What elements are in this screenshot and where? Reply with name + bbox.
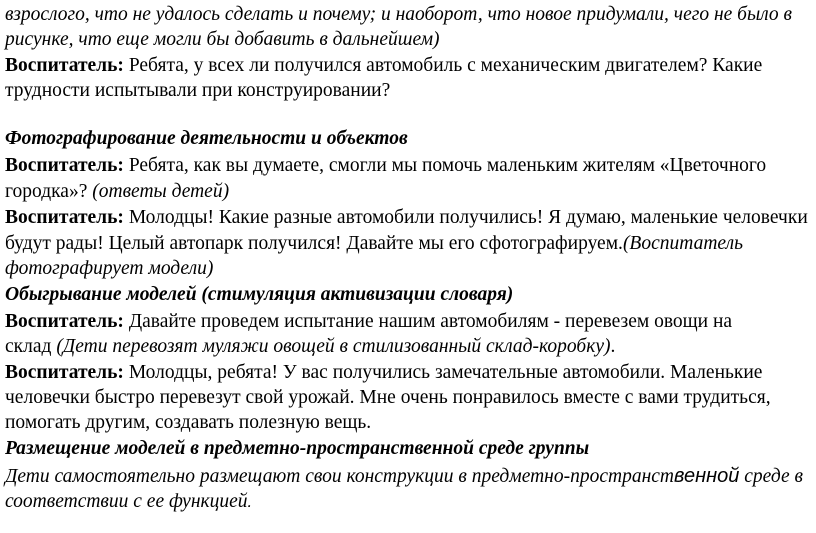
text: среде в [739, 466, 803, 487]
text: Ребята, как вы думаете, смогли мы помочь маленьким жителям «Цветочного [123, 155, 767, 176]
speaker-label: Воспитатель: [5, 55, 124, 76]
paragraph-line [5, 156, 766, 176]
section-heading [5, 439, 589, 459]
speaker-label: Воспитатель: [5, 362, 124, 383]
text: помогать другим, создавать полезную вещь. [5, 412, 372, 433]
section-heading [5, 285, 513, 305]
paragraph-line [5, 413, 371, 433]
paragraph-line [5, 56, 762, 76]
text: венной [674, 465, 740, 487]
paragraph-line [5, 492, 252, 512]
remark: (Воспитатель [622, 233, 743, 254]
heading-text: Размещение моделей в предметно-пространственной среде группы [5, 438, 590, 459]
text: Молодцы, ребята! У вас получились замечательные автомобили. Маленькие [123, 362, 763, 383]
text: соответствии с ее функцией [5, 491, 248, 512]
heading-text: Фотографирование деятельности и объектов [5, 128, 408, 149]
remark: (ответы детей) [92, 181, 230, 202]
paragraph-line [5, 234, 743, 254]
text: человечки быстро перевезут свой урожай. Мне очень понравилось вместе с вами трудиться, [5, 387, 771, 408]
paragraph-line [5, 5, 792, 25]
paragraph-line [5, 466, 803, 487]
text: Дети самостоятельно размещают свои конструкции в предметно-пространст [5, 466, 674, 487]
text: склад [5, 336, 57, 357]
paragraph-line [5, 208, 808, 228]
heading-text: Обыгрывание моделей (стимуляция активизации словаря) [5, 284, 514, 305]
paragraph-line [5, 312, 732, 332]
speaker-label: Воспитатель: [5, 155, 124, 176]
text: взрослого, что не удалось сделать и почему; и наоборот, что новое придумали, чего не было в [5, 4, 792, 25]
paragraph-line [5, 337, 615, 357]
paragraph-line [5, 259, 213, 279]
text: рисунке, что еще могли бы добавить в дальнейшем) [5, 29, 440, 50]
paragraph-line [5, 81, 390, 101]
text: . [247, 492, 253, 511]
text: Ребята, у всех ли получился автомобиль с механическим двигателем? Какие [123, 55, 763, 76]
section-heading [5, 129, 408, 149]
paragraph-line [5, 388, 771, 408]
speaker-label: Воспитатель: [5, 207, 124, 228]
text: Давайте проведем испытание нашим автомобилям - перевезем овощи на [123, 311, 733, 332]
paragraph-line [5, 363, 762, 383]
paragraph-line [5, 182, 229, 202]
text: будут рады! Целый автопарк получился! Давайте мы его сфотографируем. [5, 233, 623, 254]
text: Молодцы! Какие разные автомобили получились! Я думаю, маленькие человечки [123, 207, 808, 228]
remark: фотографирует модели) [5, 258, 214, 279]
text: трудности испытывали при конструировании? [5, 80, 391, 101]
text: городка»? [5, 181, 93, 202]
text: . [610, 336, 616, 357]
remark: (Дети перевозят муляжи овощей в стилизованный склад-коробку) [56, 336, 611, 357]
speaker-label: Воспитатель: [5, 311, 124, 332]
paragraph-line [5, 30, 440, 50]
